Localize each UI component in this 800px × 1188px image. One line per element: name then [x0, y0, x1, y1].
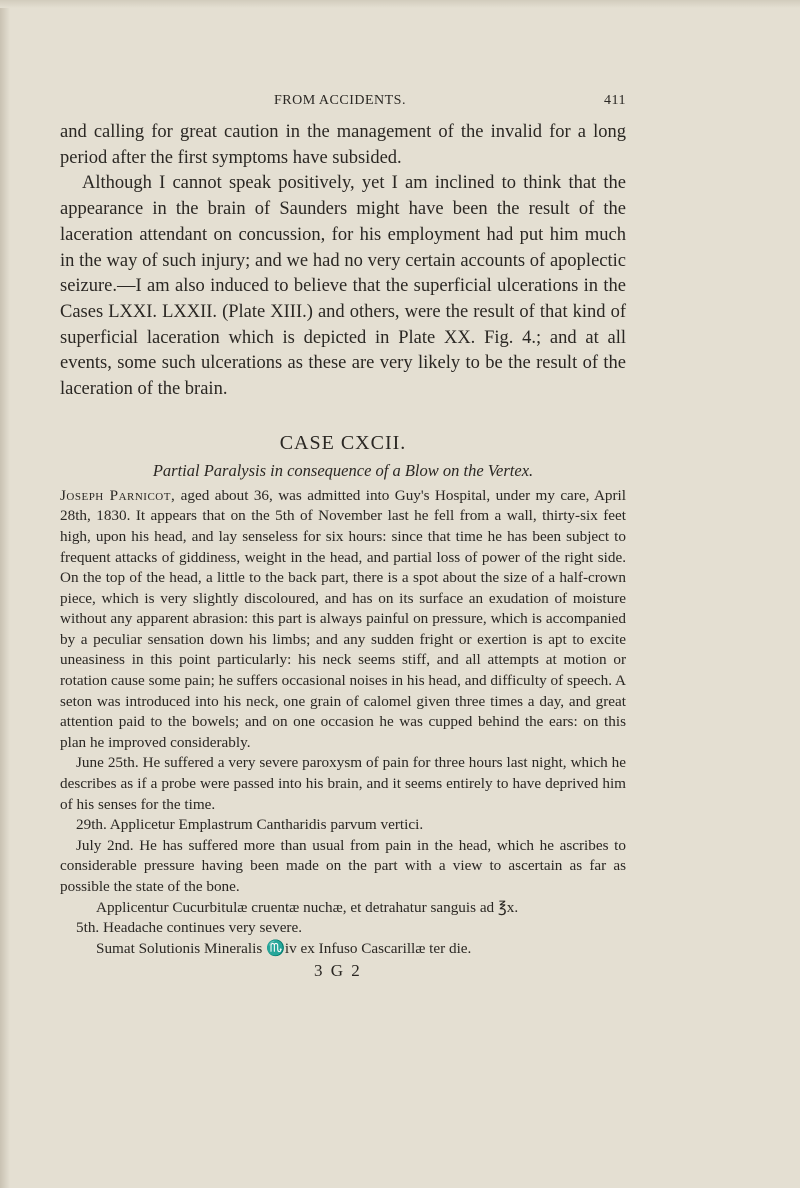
patient-name: Joseph Parnicot, — [60, 486, 176, 504]
case-subtitle: Partial Paralysis in consequence of a Blow on the Vertex. — [152, 460, 534, 480]
case-title: CASE CXCII. — [279, 431, 407, 454]
running-title: FROM ACCIDENTS. — [274, 93, 406, 108]
page-header — [60, 93, 626, 113]
page-body — [60, 120, 626, 981]
page-shadow-top — [0, 0, 800, 8]
case-report — [60, 486, 626, 960]
case-note: June 25th. He suffered a very severe paroxysm of pain for three hours last night, which he describes as if a probe were passed into his brain, and it seems entirely to have deprived him of his senses for the time. — [60, 754, 626, 813]
case-first-paragraph-text: aged about 36, was admitted into Guy's Hospital, under my care, April 28th, 1830. It appears that on the 5th of November last he fell from a wall, thirty-six feet high, upon his head, and lay senseless for six hours: since that time he has been subject to frequent attacks of giddiness, weight in the head, and partial loss of power of the right side. On the top of the head, a little to the back part, there is a spot about the size of a half-crown piece, which is very slightly discoloured, and has on its surface an exudation of moisture without any apparent abrasion: this part is always painful on pressure, which is accompanied by a peculiar sensation down his limbs; and any sudden fright or exertion is apt to excite uneasiness in this point particularly: his neck seems stiff, and all attempts at motion or rotation cause some pain; he suffers occasional noises in his head, and difficulty of speech. A seton was introduced into his neck, one grain of calomel given three times a day, and great attention paid to the bowels; and on one occasion he was cupped behind the ears: on this plan he improved considerably. — [60, 486, 626, 751]
page-shadow-left — [0, 0, 10, 1188]
signature-mark: 3 G 2 — [314, 961, 362, 981]
page-number: 411 — [604, 93, 626, 108]
paragraph: Although I cannot speak positively, yet I am inclined to think that the appearance in the brain of Saunders might have been the result of the laceration attendant on concussion, for his employment had put him much in the way of such injury; and we had no very certain accounts of apoplectic seizure.—I am also induced to believe that the superficial ulcerations in the Cases LXXI. LXXII. (Plate XIII.) and others, were the result of that kind of superficial laceration which is depicted in Plate XX. Fig. 4.; and at all events, some such ulcerations as these are very likely to be the result of the laceration of the brain. — [60, 173, 626, 400]
commentary-section — [60, 120, 626, 403]
prescription: Applicentur Cucurbitulæ cruentæ nuchæ, et detrahatur sanguis ad ℥x. — [96, 898, 519, 916]
prescription: Sumat Solutionis Mineralis ♏iv ex Infuso Cascarillæ ter die. — [96, 939, 472, 957]
case-note: 29th. Applicetur Emplastrum Cantharidis parvum vertici. — [76, 816, 424, 834]
case-first-paragraph — [60, 486, 626, 754]
case-note: July 2nd. He has suffered more than usual from pain in the head, which he ascribes to considerable pressure having been made on the part with a view to ascertain as far as possible the state of the bone. — [60, 836, 626, 896]
paragraph: and calling for great caution in the management of the invalid for a long period after the first symptoms have subsided. — [60, 122, 626, 168]
case-note: 5th. Headache continues very severe. — [76, 919, 303, 937]
